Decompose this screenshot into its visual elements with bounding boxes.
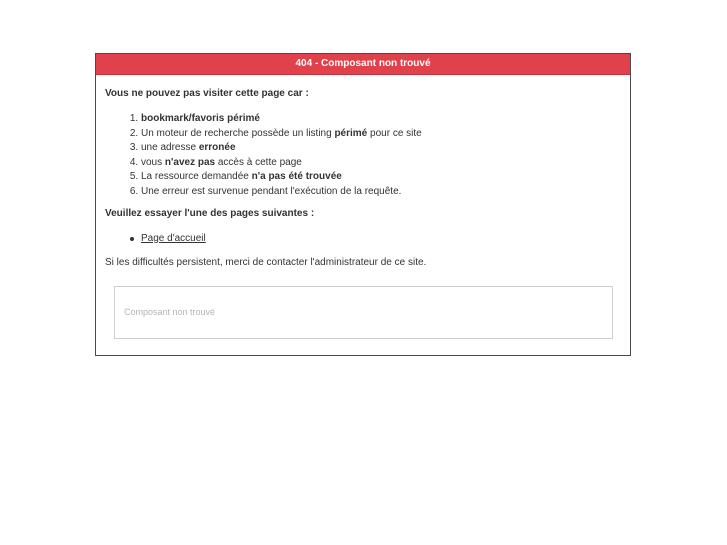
bullet-icon [130,237,134,241]
error-detail-box [114,286,613,339]
home-page-link[interactable]: Page d'accueil [141,232,206,244]
pages-list [105,232,621,246]
reason-item: 5. La ressource demandée n'a pas été trouvée [141,170,621,185]
reason-item: 4. vous n'avez pas accès à cette page [141,156,621,171]
reason-item: 1. bookmark/favoris périmé [141,112,621,127]
error-panel [95,53,631,356]
reason-item: 2. Un moteur de recherche possède un listing périmé pour ce site [141,127,621,142]
reasons-list [105,112,621,200]
reason-item: 3. une adresse erronée [141,141,621,156]
error-detail-text: Composant non trouvé [124,307,216,317]
error-content [96,75,630,270]
intro-text: Vous ne pouvez pas visiter cette page car : [105,88,309,99]
reason-item: 6. Une erreur est survenue pendant l'exécution de la requête. [141,185,621,200]
try-heading: Veuillez essayer l'une des pages suivantes : [105,207,315,219]
list-item [141,232,621,246]
contact-text: Si les difficultés persistent, merci de contacter l'administrateur de ce site. [105,256,427,268]
error-title: 404 - Composant non trouvé [96,54,630,75]
